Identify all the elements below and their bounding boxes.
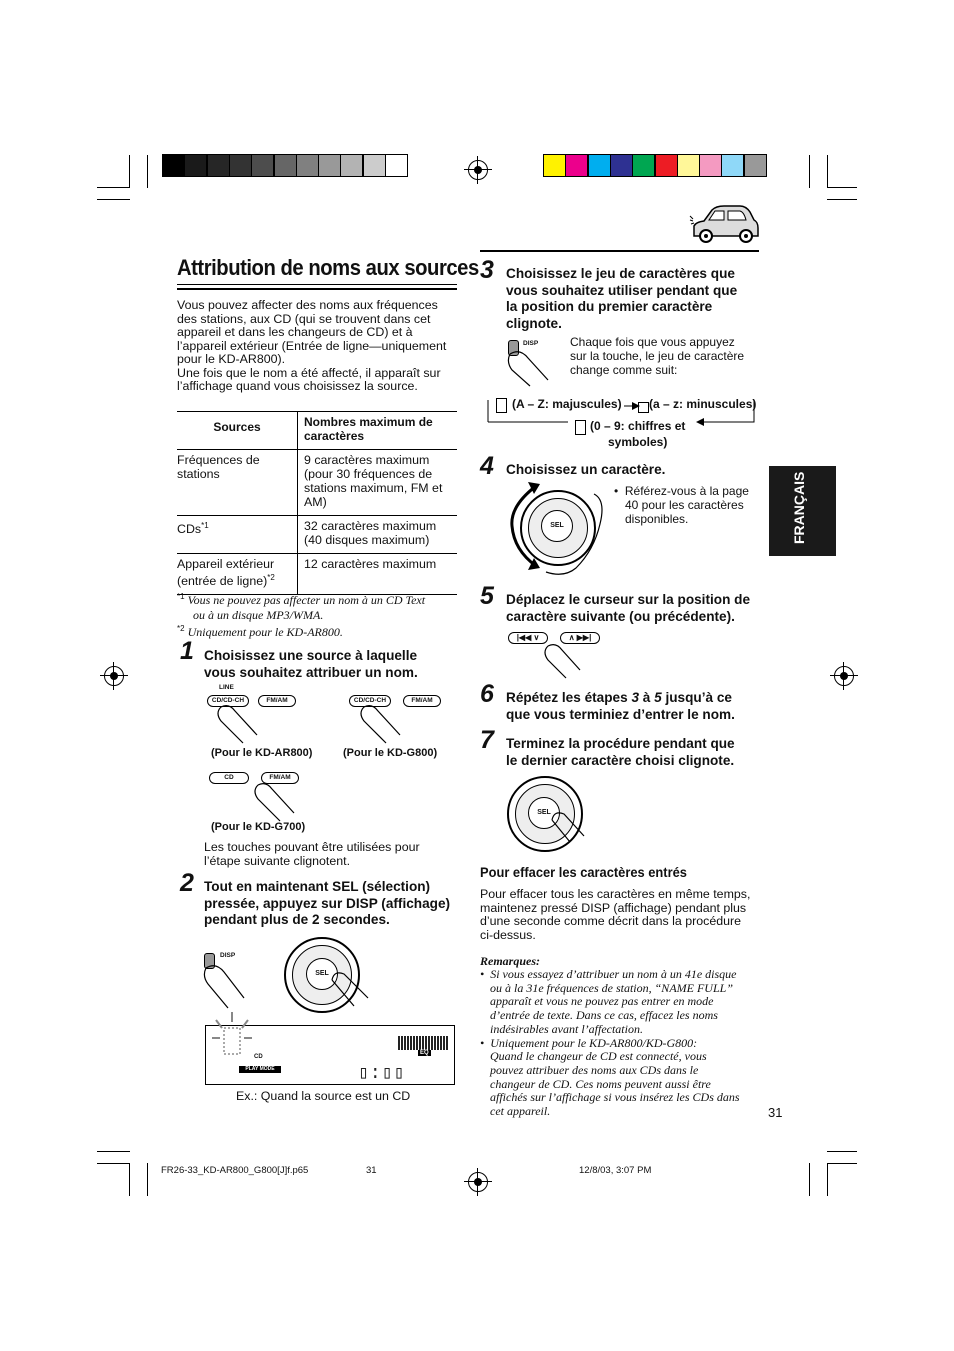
title-underline	[177, 284, 457, 285]
sources-table	[177, 411, 457, 595]
step-7-text: Terminez la procédure pendant que le dernier caractère choisi clignote.	[506, 736, 735, 768]
table-cell: 9 caractères maximum (pour 30 fréquences de stations maximum, FM et AM)	[298, 450, 458, 516]
blink-indicator-icon	[210, 1010, 254, 1064]
table-cell: 12 caractères maximum	[298, 554, 458, 595]
color-swatch	[678, 155, 699, 176]
finger-icon	[328, 968, 372, 1008]
disp-label: DISP	[220, 952, 236, 959]
table-header: Nombres maximum de caractères	[298, 412, 458, 450]
prev-button[interactable]: |◀◀ ∨	[508, 632, 548, 644]
gray-swatch	[185, 155, 206, 176]
color-swatch	[589, 155, 610, 176]
cd-button[interactable]: CD	[209, 772, 249, 784]
charset-digits: (0 – 9: chiffres et symboles)	[590, 419, 686, 449]
cd-indicator: CD	[254, 1054, 263, 1060]
gray-swatch	[297, 155, 318, 176]
step-number: 6	[480, 680, 494, 708]
color-swatch	[566, 155, 587, 176]
finger-icon	[504, 348, 558, 388]
lcd-display	[205, 1025, 455, 1085]
footer-date: 12/8/03, 3:07 PM	[579, 1165, 652, 1176]
registration-mark-icon	[468, 160, 488, 180]
intro-text: Vous pouvez affecter des noms aux fréquences des stations, aux CD (qui se trouvent dans cet appareil et dans les changeurs de CD) et à l’appareil extérieur (Entrée de ligne—uniquement pour le KD-AR800). Une fois que le nom a été affecté, il apparaît sur l’affichage quand vous choisissez la source.	[177, 298, 447, 393]
finger-icon	[356, 705, 416, 745]
registration-mark-icon	[468, 1172, 488, 1192]
table-header: Sources	[177, 412, 298, 450]
header-rule	[480, 250, 759, 252]
gray-swatch	[275, 155, 296, 176]
page-number: 31	[768, 1105, 783, 1120]
erase-heading: Pour effacer les caractères entrés	[480, 864, 687, 880]
registration-mark-icon	[834, 666, 854, 686]
table-cell: CDs$^{*1}$	[177, 516, 298, 554]
step-number: 2	[180, 869, 194, 897]
step-3-note: Chaque fois que vous appuyez sur la touche, le jeu de caractère change comme suit:	[570, 335, 745, 377]
caption-kd-g800: (Pour le KD-G800)	[343, 747, 438, 759]
table-cell: Appareil extérieur (entrée de ligne)$^{*2}$	[177, 554, 298, 595]
color-swatch	[745, 155, 766, 176]
sel-button[interactable]: SEL	[528, 797, 560, 829]
gray-swatch	[364, 155, 385, 176]
remarks-heading: Remarques:	[480, 954, 540, 968]
line-label: LINE	[219, 684, 234, 691]
lowercase-icon	[638, 402, 649, 413]
finger-icon	[548, 808, 588, 844]
gray-swatch	[319, 155, 340, 176]
step-number: 3	[480, 256, 494, 284]
gray-swatch	[341, 155, 362, 176]
sel-button[interactable]: SEL	[306, 958, 338, 990]
step-1-note: Les touches pouvant être utilisées pour l’étape suivante clignotent.	[204, 840, 420, 868]
play-mode-indicator: PLAY MODE	[239, 1066, 281, 1073]
color-swatch	[722, 155, 743, 176]
language-tab: FRANÇAIS	[769, 466, 836, 556]
step-number: 7	[480, 726, 494, 754]
fm-am-button[interactable]: FM/AM	[261, 772, 299, 784]
caption-kd-ar800: (Pour le KD-AR800)	[211, 747, 313, 759]
disp-label: DISP	[523, 340, 539, 347]
table-header-row	[177, 412, 457, 450]
table-row	[177, 516, 457, 554]
table-row	[177, 554, 457, 595]
sel-button[interactable]: SEL	[541, 510, 573, 542]
finger-icon	[250, 783, 310, 823]
lcd-segment-digits: ▯:▯▯	[358, 1064, 406, 1084]
digits-icon	[575, 420, 586, 435]
finger-icon	[200, 962, 260, 1012]
color-swatch	[656, 155, 677, 176]
page-title: Attribution de noms aux sources	[177, 255, 479, 280]
lcd-level-meter	[398, 1036, 448, 1050]
step-5-text: Déplacez le curseur sur la position de caractère suivante (ou précédente).	[506, 592, 751, 624]
gray-swatch	[163, 155, 184, 176]
display-caption: Ex.: Quand la source est un CD	[236, 1089, 411, 1103]
erase-text: Pour effacer tous les caractères en même temps, maintenez pressé DISP (affichage) pendant plus d’une seconde comme décrit dans la procédure ci-dessus.	[480, 887, 751, 942]
caption-kd-g700: (Pour le KD-G700)	[211, 821, 306, 833]
table-row	[177, 450, 457, 516]
step-3-text: Choisissez le jeu de caractères que vous souhaitez utiliser pendant que la position du premier caractère clignote.	[506, 266, 738, 331]
color-swatch	[700, 155, 721, 176]
footer-file: FR26-33_KD-AR800_G800[J]f.p65	[161, 1165, 309, 1176]
title-underline	[177, 288, 457, 290]
table-cell: Fréquences de stations	[177, 450, 298, 516]
finger-icon	[213, 705, 273, 745]
remarks-list: • Si vous essayez d’attribuer un nom à un 41e disque ou à la 31e fréquences de station, “NAME FULL” apparaît et vous ne pouvez pas entrer en mode d’entrée de texte. Dans ce cas, effacez les noms indésirables avant l’affectation. • Uniquement pour le KD-AR800/KD-G800: Quand le changeur de CD est connecté, vous pouvez attribuer des noms aux CDs dans le changeur de CD. Ces noms peuvent aussi être affichés sur l’affichage si vous insérez les CDs dans cet appareil.	[480, 967, 740, 1119]
step-4-text: Choisissez un caractère.	[506, 462, 666, 477]
step-4-note: • Référez-vous à la page 40 pour les caractères disponibles.	[614, 484, 749, 526]
charset-lower: (a – z: minuscules)	[649, 397, 757, 411]
registration-mark-icon	[104, 666, 124, 686]
step-number: 5	[480, 582, 494, 610]
step-6-text: Répétez les étapes 3 à 5 jusqu’à ce que vous terminiez d’entrer le nom.	[506, 690, 735, 722]
uppercase-icon	[496, 398, 507, 413]
color-swatch	[633, 155, 654, 176]
step-number: 1	[180, 637, 194, 665]
eq-indicator: EQ	[420, 1050, 429, 1056]
step-1-text: Choisissez une source à laquelle vous souhaitez attribuer un nom.	[204, 648, 418, 680]
gray-swatch	[230, 155, 251, 176]
hand-icon	[540, 490, 610, 582]
cd-ch-button[interactable]: CD/CD-CH	[349, 695, 391, 707]
color-swatch	[544, 155, 565, 176]
next-button[interactable]: ∧ ▶▶|	[560, 632, 600, 644]
finger-icon	[540, 644, 590, 680]
car-icon	[688, 200, 760, 244]
color-swatch	[611, 155, 632, 176]
gray-swatch	[252, 155, 273, 176]
step-number: 4	[480, 452, 494, 480]
fm-am-button[interactable]: FM/AM	[258, 695, 296, 707]
gray-swatch	[208, 155, 229, 176]
table-cell: 32 caractères maximum (40 disques maximum)	[298, 516, 458, 554]
charset-upper: (A – Z: majuscules)	[512, 397, 622, 411]
footnotes: $^{*1}$ Vous ne pouvez pas affecter un nom à un CD Text ou à un disque MP3/WMA. $^{*2}$ Uniquement pour le KD-AR800.	[177, 592, 426, 639]
footer-page: 31	[366, 1165, 377, 1176]
gray-swatch	[386, 155, 407, 176]
step-2-text: Tout en maintenant SEL (sélection) pressée, appuyez sur DISP (affichage) pendant plus de 2 secondes.	[204, 879, 451, 927]
cd-ch-button[interactable]: CD/CD-CH	[207, 695, 249, 707]
fm-am-button[interactable]: FM/AM	[403, 695, 441, 707]
